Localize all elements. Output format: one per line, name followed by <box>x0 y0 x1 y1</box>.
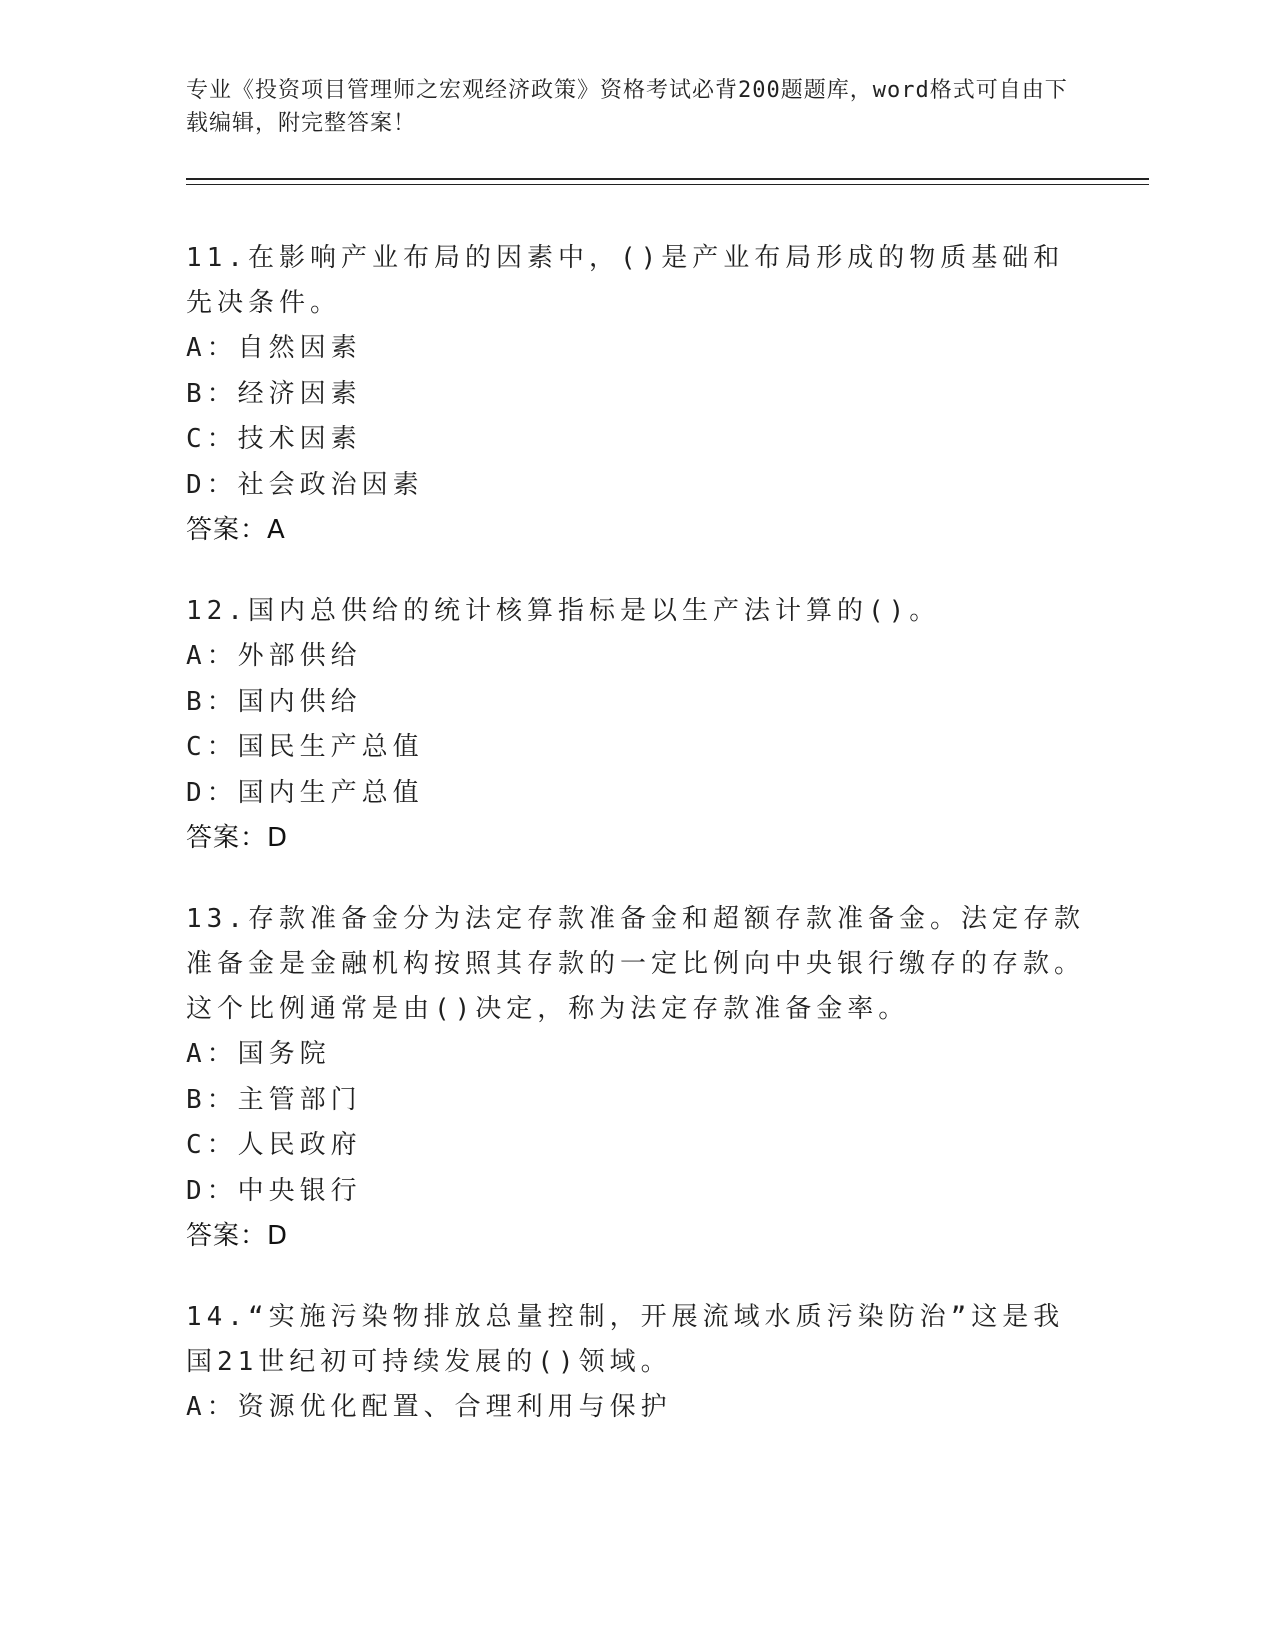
option-a: A：外部供给 <box>186 641 362 671</box>
question-11 <box>186 236 1086 553</box>
option-d: D：中央银行 <box>186 1175 362 1206</box>
option-b: B：国内供给 <box>186 686 362 717</box>
question-list <box>186 236 1086 1467</box>
option-d: D：社会政治因素 <box>186 469 424 500</box>
header-divider-thick <box>186 178 1149 180</box>
option-c: C：人民政府 <box>186 1130 362 1160</box>
answer: 答案：A <box>186 515 286 545</box>
option-c: C：国民生产总值 <box>186 732 424 762</box>
option-a: A：自然因素 <box>186 333 362 363</box>
header-divider-thin <box>186 184 1149 185</box>
answer: 答案：D <box>186 823 289 853</box>
question-stem: 14.“实施污染物排放总量控制，开展流域水质污染防治”这是我国21世纪初可持续发展的()领域。 <box>186 1302 1065 1377</box>
question-stem: 12.国内总供给的统计核算指标是以生产法计算的()。 <box>186 596 941 626</box>
option-b: B：主管部门 <box>186 1084 362 1115</box>
question-14 <box>186 1295 1086 1431</box>
question-12 <box>186 589 1086 861</box>
question-stem: 11.在影响产业布局的因素中，()是产业布局形成的物质基础和先决条件。 <box>186 243 1065 318</box>
option-b: B：经济因素 <box>186 378 362 409</box>
option-c: C：技术因素 <box>186 424 362 454</box>
option-a: A：国务院 <box>186 1039 331 1069</box>
option-a: A：资源优化配置、合理利用与保护 <box>186 1392 672 1422</box>
option-d: D：国内生产总值 <box>186 777 424 808</box>
document-header: 专业《投资项目管理师之宏观经济政策》资格考试必背200题题库，word格式可自由下载编辑，附完整答案！ <box>186 78 1068 136</box>
question-stem: 13.存款准备金分为法定存款准备金和超额存款准备金。法定存款准备金是金融机构按照其存款的一定比例向中央银行缴存的存款。这个比例通常是由()决定，称为法定存款准备金率。 <box>186 904 1086 1024</box>
question-13 <box>186 897 1086 1259</box>
answer: 答案：D <box>186 1221 289 1251</box>
